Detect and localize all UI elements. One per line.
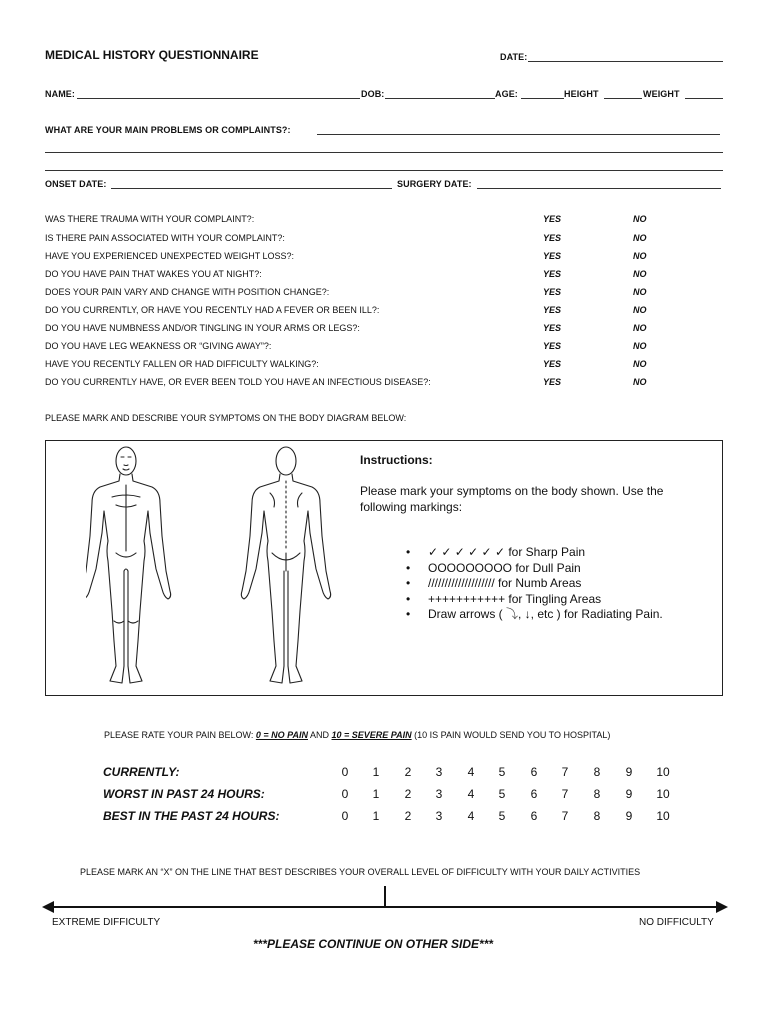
yes-option[interactable]: YES — [543, 323, 562, 333]
pain-scale-option[interactable]: 4 — [467, 787, 475, 801]
complaints-label: WHAT ARE YOUR MAIN PROBLEMS OR COMPLAINTS?: — [45, 125, 291, 135]
pain-scale-option[interactable]: 2 — [404, 787, 412, 801]
yes-option[interactable]: YES — [543, 269, 562, 279]
rating-label-currently: CURRENTLY: — [103, 765, 180, 779]
no-option[interactable]: NO — [633, 233, 647, 243]
pain-rating-prompt — [104, 730, 610, 740]
surgery-date-field[interactable] — [477, 188, 721, 189]
surgery-date-label: SURGERY DATE: — [397, 179, 472, 189]
pain-scale-option[interactable]: 5 — [498, 787, 506, 801]
difficulty-scale-line[interactable] — [40, 882, 730, 918]
onset-date-label: ONSET DATE: — [45, 179, 107, 189]
question-text: DO YOU CURRENTLY HAVE, OR EVER BEEN TOLD YOU HAVE AN INFECTIOUS DISEASE?: — [45, 377, 431, 387]
question-text: HAVE YOU RECENTLY FALLEN OR HAD DIFFICULTY WALKING?: — [45, 359, 319, 369]
pain-prompt-and: AND — [308, 730, 332, 740]
no-difficulty-label: NO DIFFICULTY — [639, 917, 714, 928]
instructions-title: Instructions: — [360, 453, 433, 467]
date-field[interactable] — [528, 61, 723, 62]
dob-label: DOB: — [361, 89, 385, 99]
marking-sharp-pain: • ✓ ✓ ✓ ✓ ✓ ✓ for Sharp Pain — [406, 545, 663, 561]
pain-scale-option[interactable]: 7 — [561, 765, 569, 779]
yes-option[interactable]: YES — [543, 287, 562, 297]
rating-label-best: BEST IN THE PAST 24 HOURS: — [103, 809, 280, 823]
name-field[interactable] — [77, 98, 360, 99]
pain-scale-option[interactable]: 10 — [656, 765, 670, 779]
pain-scale-option[interactable]: 3 — [435, 787, 443, 801]
pain-scale-option[interactable]: 8 — [593, 809, 601, 823]
pain-scale-option[interactable]: 4 — [467, 765, 475, 779]
pain-scale-option[interactable]: 10 — [656, 809, 670, 823]
page-title: MEDICAL HISTORY QUESTIONNAIRE — [45, 48, 259, 62]
no-option[interactable]: NO — [633, 269, 647, 279]
arrow-right-icon — [716, 901, 728, 913]
no-option[interactable]: NO — [633, 377, 647, 387]
question-text: DO YOU HAVE LEG WEAKNESS OR “GIVING AWAY”?: — [45, 341, 272, 351]
pain-prompt-text: PLEASE RATE YOUR PAIN BELOW: — [104, 730, 256, 740]
body-figure-illustration[interactable] — [86, 441, 336, 693]
date-label: DATE: — [500, 52, 528, 62]
pain-scale-option[interactable]: 6 — [530, 765, 538, 779]
no-option[interactable]: NO — [633, 305, 647, 315]
marking-tingling-areas: • +++++++++++ for Tingling Areas — [406, 592, 663, 608]
arrow-left-icon — [42, 901, 54, 913]
onset-date-field[interactable] — [111, 188, 392, 189]
extreme-difficulty-label: EXTREME DIFFICULTY — [52, 917, 161, 928]
difficulty-prompt: PLEASE MARK AN “X” ON THE LINE THAT BEST DESCRIBES YOUR OVERALL LEVEL OF DIFFICULTY WITH YOUR DAILY ACTIVITIES — [80, 867, 641, 877]
name-label: NAME: — [45, 89, 75, 99]
yes-option[interactable]: YES — [543, 341, 562, 351]
complaints-field-2[interactable] — [45, 152, 723, 153]
pain-scale-option[interactable]: 9 — [625, 809, 633, 823]
marking-legend — [406, 545, 663, 623]
body-diagram-box — [45, 440, 723, 696]
question-text: DO YOU HAVE NUMBNESS AND/OR TINGLING IN YOUR ARMS OR LEGS?: — [45, 323, 360, 333]
question-text: HAVE YOU EXPERIENCED UNEXPECTED WEIGHT LOSS?: — [45, 251, 295, 261]
marking-dull-pain: • OOOOOOOOO for Dull Pain — [406, 561, 663, 577]
front-body-figure — [86, 447, 171, 683]
weight-label: WEIGHT — [643, 89, 680, 99]
continue-notice: ***PLEASE CONTINUE ON OTHER SIDE*** — [253, 937, 494, 951]
pain-scale-option[interactable]: 8 — [593, 787, 601, 801]
no-option[interactable]: NO — [633, 287, 647, 297]
age-label: AGE: — [495, 89, 518, 99]
pain-scale-option[interactable]: 6 — [530, 787, 538, 801]
pain-scale-option[interactable]: 3 — [435, 809, 443, 823]
pain-scale-option[interactable]: 10 — [656, 787, 670, 801]
question-text: DO YOU HAVE PAIN THAT WAKES YOU AT NIGHT?: — [45, 269, 262, 279]
pain-prompt-note: (10 IS PAIN WOULD SEND YOU TO HOSPITAL) — [411, 730, 611, 740]
pain-scale-option[interactable]: 1 — [372, 765, 380, 779]
no-option[interactable]: NO — [633, 214, 647, 224]
no-option[interactable]: NO — [633, 251, 647, 261]
pain-scale-option[interactable]: 3 — [435, 765, 443, 779]
marking-radiating-pain: • Draw arrows ( ⤵, ↓, etc ) for Radiating Pain. — [406, 607, 663, 623]
yes-option[interactable]: YES — [543, 251, 562, 261]
severe-pain-key: 10 = SEVERE PAIN — [331, 730, 412, 740]
pain-scale-option[interactable]: 1 — [372, 809, 380, 823]
pain-scale-option[interactable]: 4 — [467, 809, 475, 823]
height-label: HEIGHT — [564, 89, 599, 99]
marking-numb-areas: • //////////////////// for Numb Areas — [406, 576, 663, 592]
dob-field[interactable] — [385, 98, 495, 99]
pain-scale-option[interactable]: 5 — [498, 809, 506, 823]
pain-scale-option[interactable]: 0 — [341, 787, 349, 801]
pain-scale-option[interactable]: 1 — [372, 787, 380, 801]
pain-scale-option[interactable]: 2 — [404, 809, 412, 823]
pain-scale-option[interactable]: 0 — [341, 809, 349, 823]
no-option[interactable]: NO — [633, 323, 647, 333]
question-text: WAS THERE TRAUMA WITH YOUR COMPLAINT?: — [45, 214, 255, 224]
pain-scale-option[interactable]: 8 — [593, 765, 601, 779]
question-text: DOES YOUR PAIN VARY AND CHANGE WITH POSITION CHANGE?: — [45, 287, 330, 297]
pain-scale-option[interactable]: 6 — [530, 809, 538, 823]
body-diagram-prompt: PLEASE MARK AND DESCRIBE YOUR SYMPTOMS ON THE BODY DIAGRAM BELOW: — [45, 413, 407, 423]
pain-scale-option[interactable]: 2 — [404, 765, 412, 779]
pain-scale-option[interactable]: 7 — [561, 787, 569, 801]
no-option[interactable]: NO — [633, 341, 647, 351]
back-body-figure — [241, 447, 330, 683]
complaints-field-1[interactable] — [317, 134, 720, 135]
instructions-text: Please mark your symptoms on the body shown. Use the following markings: — [360, 484, 664, 514]
complaints-field-3[interactable] — [45, 170, 723, 171]
pain-scale-option[interactable]: 9 — [625, 787, 633, 801]
pain-scale-option[interactable]: 9 — [625, 765, 633, 779]
question-text: IS THERE PAIN ASSOCIATED WITH YOUR COMPLAINT?: — [45, 233, 285, 243]
rating-label-worst: WORST IN PAST 24 HOURS: — [103, 787, 265, 801]
pain-scale-option[interactable]: 7 — [561, 809, 569, 823]
age-field[interactable] — [521, 98, 564, 99]
pain-scale-option[interactable]: 0 — [341, 765, 349, 779]
weight-field[interactable] — [685, 98, 723, 99]
height-field[interactable] — [604, 98, 642, 99]
question-text: DO YOU CURRENTLY, OR HAVE YOU RECENTLY HAD A FEVER OR BEEN ILL?: — [45, 305, 380, 315]
no-pain-key: 0 = NO PAIN — [255, 730, 308, 740]
yes-option[interactable]: YES — [543, 214, 562, 224]
yes-option[interactable]: YES — [543, 377, 562, 387]
yes-option[interactable]: YES — [543, 359, 562, 369]
yes-option[interactable]: YES — [543, 233, 562, 243]
no-option[interactable]: NO — [633, 359, 647, 369]
yes-option[interactable]: YES — [543, 305, 562, 315]
pain-scale-option[interactable]: 5 — [498, 765, 506, 779]
